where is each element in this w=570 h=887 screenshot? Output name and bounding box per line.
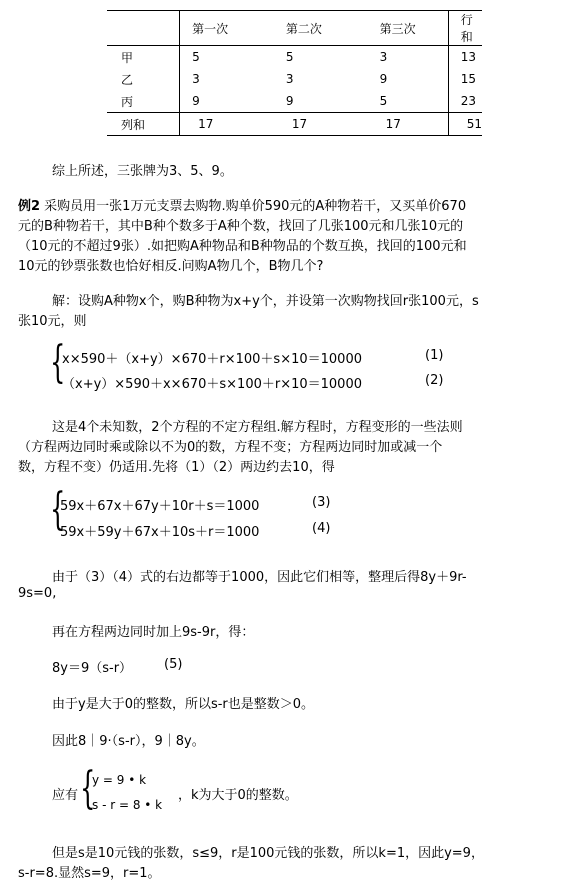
table-cell: 17 — [274, 113, 368, 136]
table-header-cell — [107, 11, 180, 46]
table-header-row — [107, 11, 482, 46]
equation-tag: (4) — [312, 521, 331, 536]
table-cell: 3 — [379, 50, 388, 64]
solution-line: 解：设购A种物x个，购B种物为x+y个，并设第一次购物找回r张100元，s — [52, 294, 479, 309]
table-header-cell: 行和 — [448, 11, 482, 46]
equation-1: x×590＋（x+y）×670＋r×100＋s×10＝10000 — [62, 352, 362, 367]
example-problem-line: （10元的不超过9张）.如把购A种物品和B种物品的个数互换，找回的100元和 — [18, 239, 467, 254]
equation-tag: (3) — [312, 495, 331, 510]
table-cell: 5 — [192, 50, 200, 64]
table-cell: 15 — [448, 68, 482, 90]
equation-3: 59x＋67x＋67y＋10r＋s＝1000 — [60, 499, 260, 514]
solution-line: 张10元，则 — [18, 314, 87, 329]
equation-tag: (1) — [425, 348, 444, 363]
table-header-cell: 第二次 — [274, 11, 368, 46]
paragraph-line: 这是4个未知数，2个方程的不定方程组.解方程时，方程变形的一些法则 — [52, 420, 463, 435]
table-cell: 9 — [192, 94, 200, 108]
table-cell: 列和 — [107, 113, 180, 136]
table-cell: 3 — [285, 72, 294, 86]
left-brace: { — [50, 484, 66, 535]
table-cell: 甲 — [107, 46, 180, 69]
summary-line: 综上所述，三张牌为3、5、9。 — [52, 164, 233, 179]
equation-k1: y = 9 • k — [92, 773, 147, 787]
equation-4: 59x＋59y＋67x＋10s＋r＝1000 — [60, 525, 260, 540]
paragraph-prefix: 应有 — [52, 788, 79, 803]
table-cell: 3 — [192, 72, 200, 86]
table-header-cell: 第一次 — [180, 11, 274, 46]
table-cell: 5 — [379, 94, 388, 108]
table-cell: 51 — [448, 113, 482, 136]
paragraph-line: 9s=0, — [18, 586, 57, 601]
table-cell: 9 — [285, 94, 294, 108]
example-problem-line — [18, 195, 466, 214]
table-row — [107, 46, 482, 69]
left-brace: { — [80, 763, 96, 814]
table-row — [107, 90, 482, 113]
equation-tag: (2) — [425, 373, 444, 388]
paragraph-line: 但是s是10元钱的张数，s≤9，r是100元钱的张数，所以k=1，因此y=9， — [52, 846, 484, 861]
paragraph-line: 由于（3）（4）式的右边都等于1000，因此它们相等，整理后得8y＋9r- — [52, 570, 467, 585]
example-problem-text: 采购员用一张1万元支票去购物.购单价590元的A种物若干，又买单价670 — [40, 199, 467, 214]
table-cell: 5 — [285, 50, 294, 64]
table-cell: 17 — [180, 113, 274, 136]
table-total-row — [107, 113, 482, 136]
equation-5: 8y＝9（s-r） — [52, 661, 133, 676]
example-problem-line: 10元的钞票张数也恰好相反.问购A物几个，B物几个? — [18, 259, 324, 274]
paragraph-line: 再在方程两边同时加上9s-9r，得： — [52, 625, 255, 640]
equation-2: （x+y）×590＋x×670＋s×100＋r×10＝10000 — [62, 377, 362, 392]
equation-tag: (5) — [164, 657, 183, 672]
paragraph-suffix: ，k为大于0的整数。 — [178, 788, 298, 803]
left-brace: { — [50, 337, 66, 388]
table-cell: 9 — [379, 72, 388, 86]
table-header-cell: 第三次 — [368, 11, 449, 46]
paragraph-line: （方程两边同时乘或除以不为0的数，方程不变；方程两边同时加或减一个 — [18, 440, 443, 455]
example-problem-line: 元的B种物若干，其中B种个数多于A种个数，找回了几张100元和几张10元的 — [18, 219, 464, 234]
paragraph-line: 由于y是大于0的整数，所以s-r也是整数＞0。 — [52, 697, 315, 712]
table-cell: 17 — [368, 113, 449, 136]
paragraph-line: 因此8｜9·（s-r），9｜8y。 — [52, 734, 205, 749]
equation-k2: s - r = 8 • k — [92, 798, 163, 812]
count-table — [107, 10, 482, 136]
table-cell: 丙 — [107, 90, 180, 113]
example-label: 例2 — [18, 199, 41, 214]
paragraph-line: s-r=8.显然s=9，r=1。 — [18, 866, 161, 881]
paragraph-line: 数，方程不变）仍适用.先将（1）（2）两边约去10，得 — [18, 460, 335, 475]
table-cell: 13 — [448, 46, 482, 69]
table-cell: 乙 — [107, 68, 180, 90]
table-row — [107, 68, 482, 90]
table-cell: 23 — [448, 90, 482, 113]
